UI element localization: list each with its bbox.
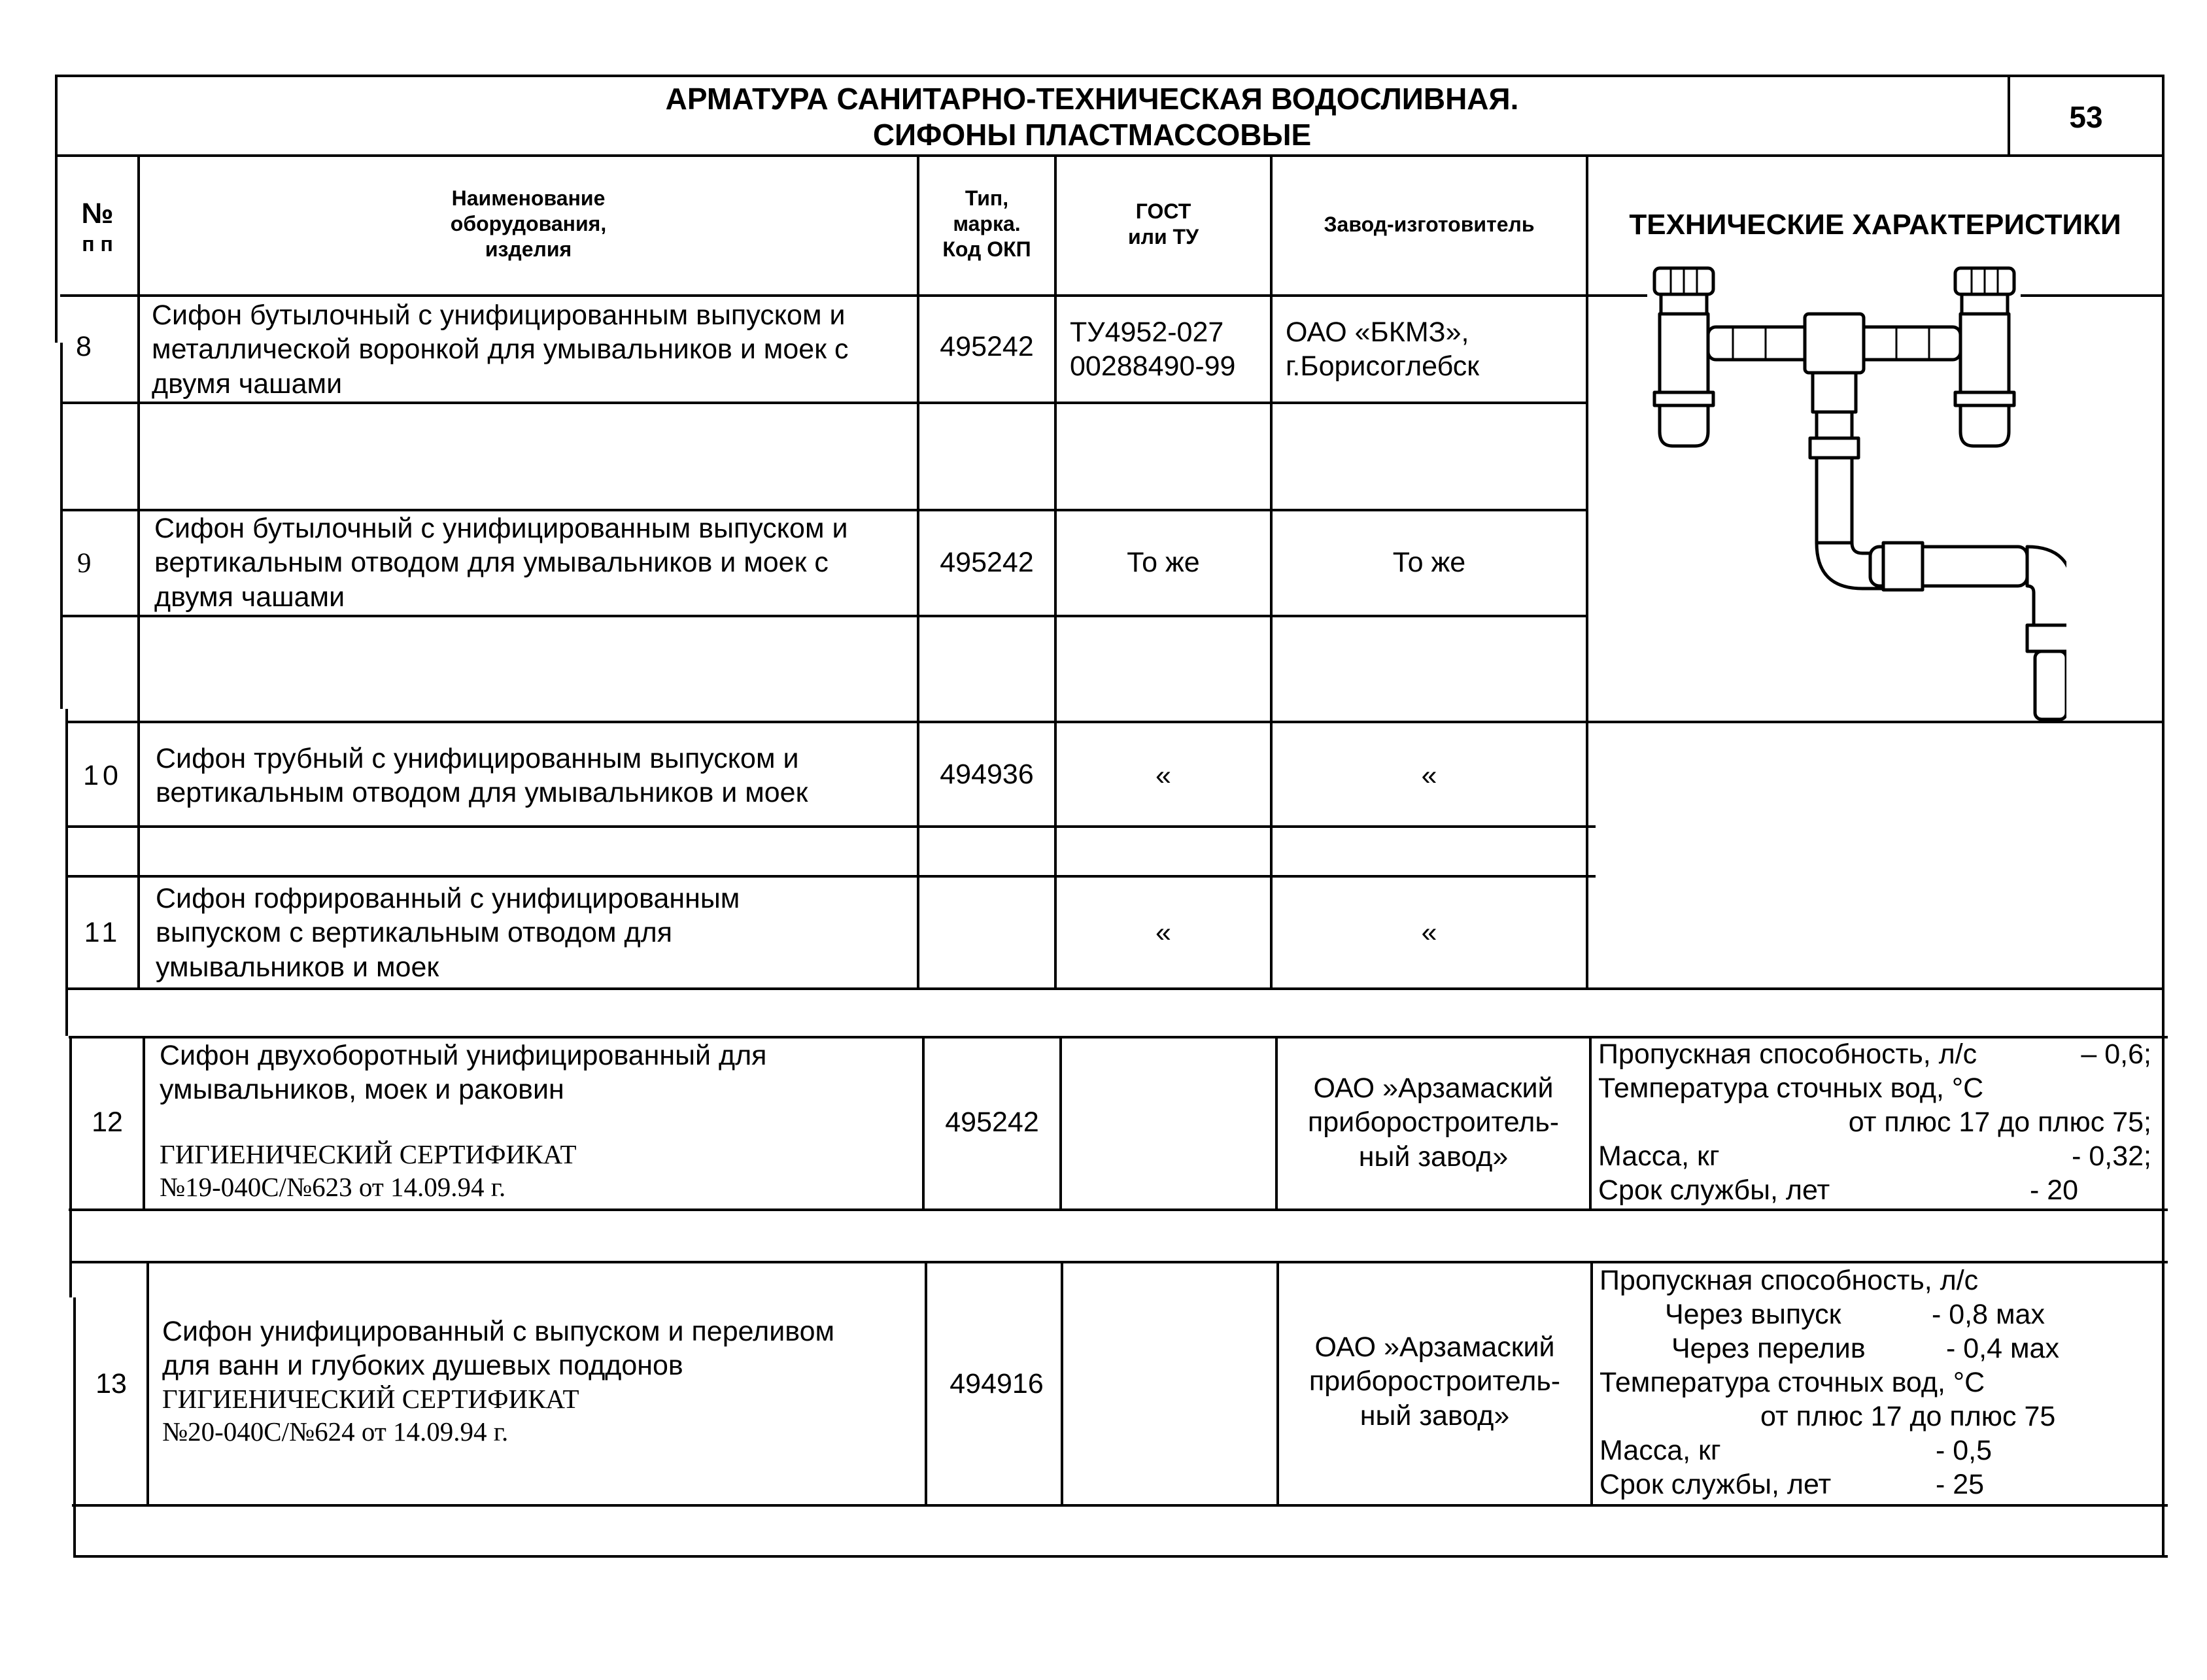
row-11-gost: «	[1155, 917, 1171, 948]
row-9-maker: То же	[1392, 547, 1466, 578]
row13-col-maker-divider	[1590, 1261, 1593, 1507]
page-title	[392, 81, 1792, 153]
row-9-code: 495242	[940, 547, 1034, 578]
row-12-name: Сифон двухоборотный унифицированный для умывальников, моек и раковин	[160, 1040, 767, 1106]
frame-left-line-5	[73, 1297, 76, 1558]
page-number: 53	[2069, 100, 2103, 134]
row-8-num: 8	[76, 331, 92, 362]
row-9-bottom-line	[60, 615, 1588, 617]
col-header-maker: Завод-изготовитель	[1324, 213, 1535, 236]
col-num-divider	[137, 154, 140, 990]
col-header-name: Наименование оборудования, изделия	[450, 186, 607, 262]
row-9-num: 9	[77, 548, 92, 579]
row-13-num: 13	[95, 1368, 127, 1399]
tech-spec-line: Срок службы, лет - 20	[1598, 1174, 2079, 1206]
frame-left-line-2	[60, 343, 63, 709]
row-12-tech-specs	[1598, 1037, 2151, 1207]
row-9-name: Сифон бутылочный с унифицированным выпуском и вертикальным отводом для умывальников и моек с двумя чашами	[154, 513, 848, 613]
row12-col-type-divider	[1059, 1036, 1062, 1211]
col-maker-divider	[1586, 154, 1588, 990]
row12-col-maker-divider	[1589, 1036, 1592, 1211]
col-header-num: № п п	[81, 197, 114, 256]
tech-spec-line: Пропускная способность, л/с – 0,6;	[1598, 1038, 2151, 1070]
page-title-line2: СИФОНЫ ПЛАСТМАССОВЫЕ	[872, 118, 1312, 152]
row-13-name: Сифон унифицированный с выпуском и переливом для ванн и глубоких душевых поддонов	[162, 1316, 835, 1382]
frame-left-line-4	[69, 1036, 72, 1297]
frame-right-line	[2162, 75, 2164, 1558]
row-11-bottom-line	[65, 987, 2164, 990]
row-12-num: 12	[92, 1106, 123, 1138]
row-12-maker: ОАО »Арзамаский приборостроитель- ный завод»	[1307, 1072, 1560, 1173]
col-header-gost: ГОСТ или ТУ	[1127, 199, 1199, 249]
row-10-num: 10	[83, 760, 122, 791]
col-header-type: Тип, марка. Код ОКП	[942, 186, 1031, 262]
row-13-bottom-line	[72, 1504, 2168, 1507]
row-13-maker: ОАО »Арзамаский приборостроитель- ный завод»	[1309, 1331, 1561, 1431]
tech-spec-line: Температура сточных вод, °С	[1600, 1367, 1985, 1398]
row-10-bottom-line	[65, 825, 1596, 828]
row-10-name: Сифон трубный с унифицированным выпуском и вертикальным отводом для умывальников и моек	[156, 743, 808, 809]
row-13-certificate: ГИГИЕНИЧЕСКИЙ СЕРТИФИКАТ №20-040С/№624 от 14.09.94 г.	[162, 1384, 579, 1447]
row-12-code: 495242	[945, 1106, 1039, 1138]
row-11-num: 11	[84, 917, 122, 948]
tech-spec-line: Температура сточных вод, °С	[1598, 1072, 1984, 1104]
double-bowl-siphon-drawing-icon	[1635, 255, 2066, 726]
row-10-maker: «	[1421, 760, 1437, 791]
row-12-certificate: ГИГИЕНИЧЕСКИЙ СЕРТИФИКАТ №19-040С/№623 от 14.09.94 г.	[160, 1139, 577, 1203]
frame-left-line-3	[65, 709, 68, 1036]
tech-spec-line: Срок службы, лет - 25	[1600, 1469, 1985, 1500]
row-13-tech-specs	[1600, 1263, 2153, 1501]
row-8-bottom-line	[60, 402, 1588, 404]
tech-spec-line: Масса, кг - 0,32;	[1598, 1140, 2151, 1172]
row-11-maker: «	[1421, 917, 1437, 948]
row-8-gost: ТУ4952-027 00288490-99	[1070, 317, 1236, 383]
tech-spec-line: Пропускная способность, л/с	[1600, 1265, 1979, 1296]
row-13-code: 494916	[950, 1368, 1044, 1399]
tech-spec-line: Через выпуск - 0,8 мах	[1665, 1299, 2045, 1330]
row-10-gost: «	[1155, 760, 1171, 791]
row-8-name: Сифон бутылочный с унифицированным выпуском и металлической воронкой для умывальников и моек с двумя чашами	[152, 300, 849, 400]
frame-top-line	[55, 75, 2164, 77]
frame-bottom-line	[75, 1555, 2168, 1558]
row-12-bottom-line	[69, 1209, 2168, 1211]
row-8-maker: ОАО «БКМЗ», г.Борисоглебск	[1286, 317, 1480, 383]
row13-col-num-divider	[146, 1261, 149, 1507]
header-bottom-line	[60, 294, 1588, 297]
row13-col-name-divider	[925, 1261, 927, 1507]
title-bottom-line	[55, 154, 2164, 157]
row12-col-num-divider	[143, 1036, 145, 1211]
tech-spec-line: Через перелив - 0,4 мах	[1671, 1333, 2059, 1364]
row-10-code: 494936	[940, 759, 1034, 790]
page-title-line1: АРМАТУРА САНИТАРНО-ТЕХНИЧЕСКАЯ ВОДОСЛИВНАЯ.	[665, 82, 1519, 116]
row13-col-type-divider	[1061, 1261, 1063, 1507]
row-11-name: Сифон гофрированный с унифицированным выпуском с вертикальным отводом для умывальников и моек	[156, 883, 740, 983]
tech-spec-line: от плюс 17 до плюс 75	[1760, 1401, 2056, 1432]
row-10-spacer-bottom-line	[65, 875, 1596, 878]
row-8-code: 495242	[940, 331, 1034, 362]
col-header-tech: ТЕХНИЧЕСКИЕ ХАРАКТЕРИСТИКИ	[1629, 209, 2121, 241]
tech-spec-line: от плюс 17 до плюс 75;	[1848, 1106, 2151, 1138]
row-9-gost: То же	[1127, 547, 1200, 578]
tech-spec-line: Масса, кг - 0,5	[1600, 1435, 1993, 1466]
